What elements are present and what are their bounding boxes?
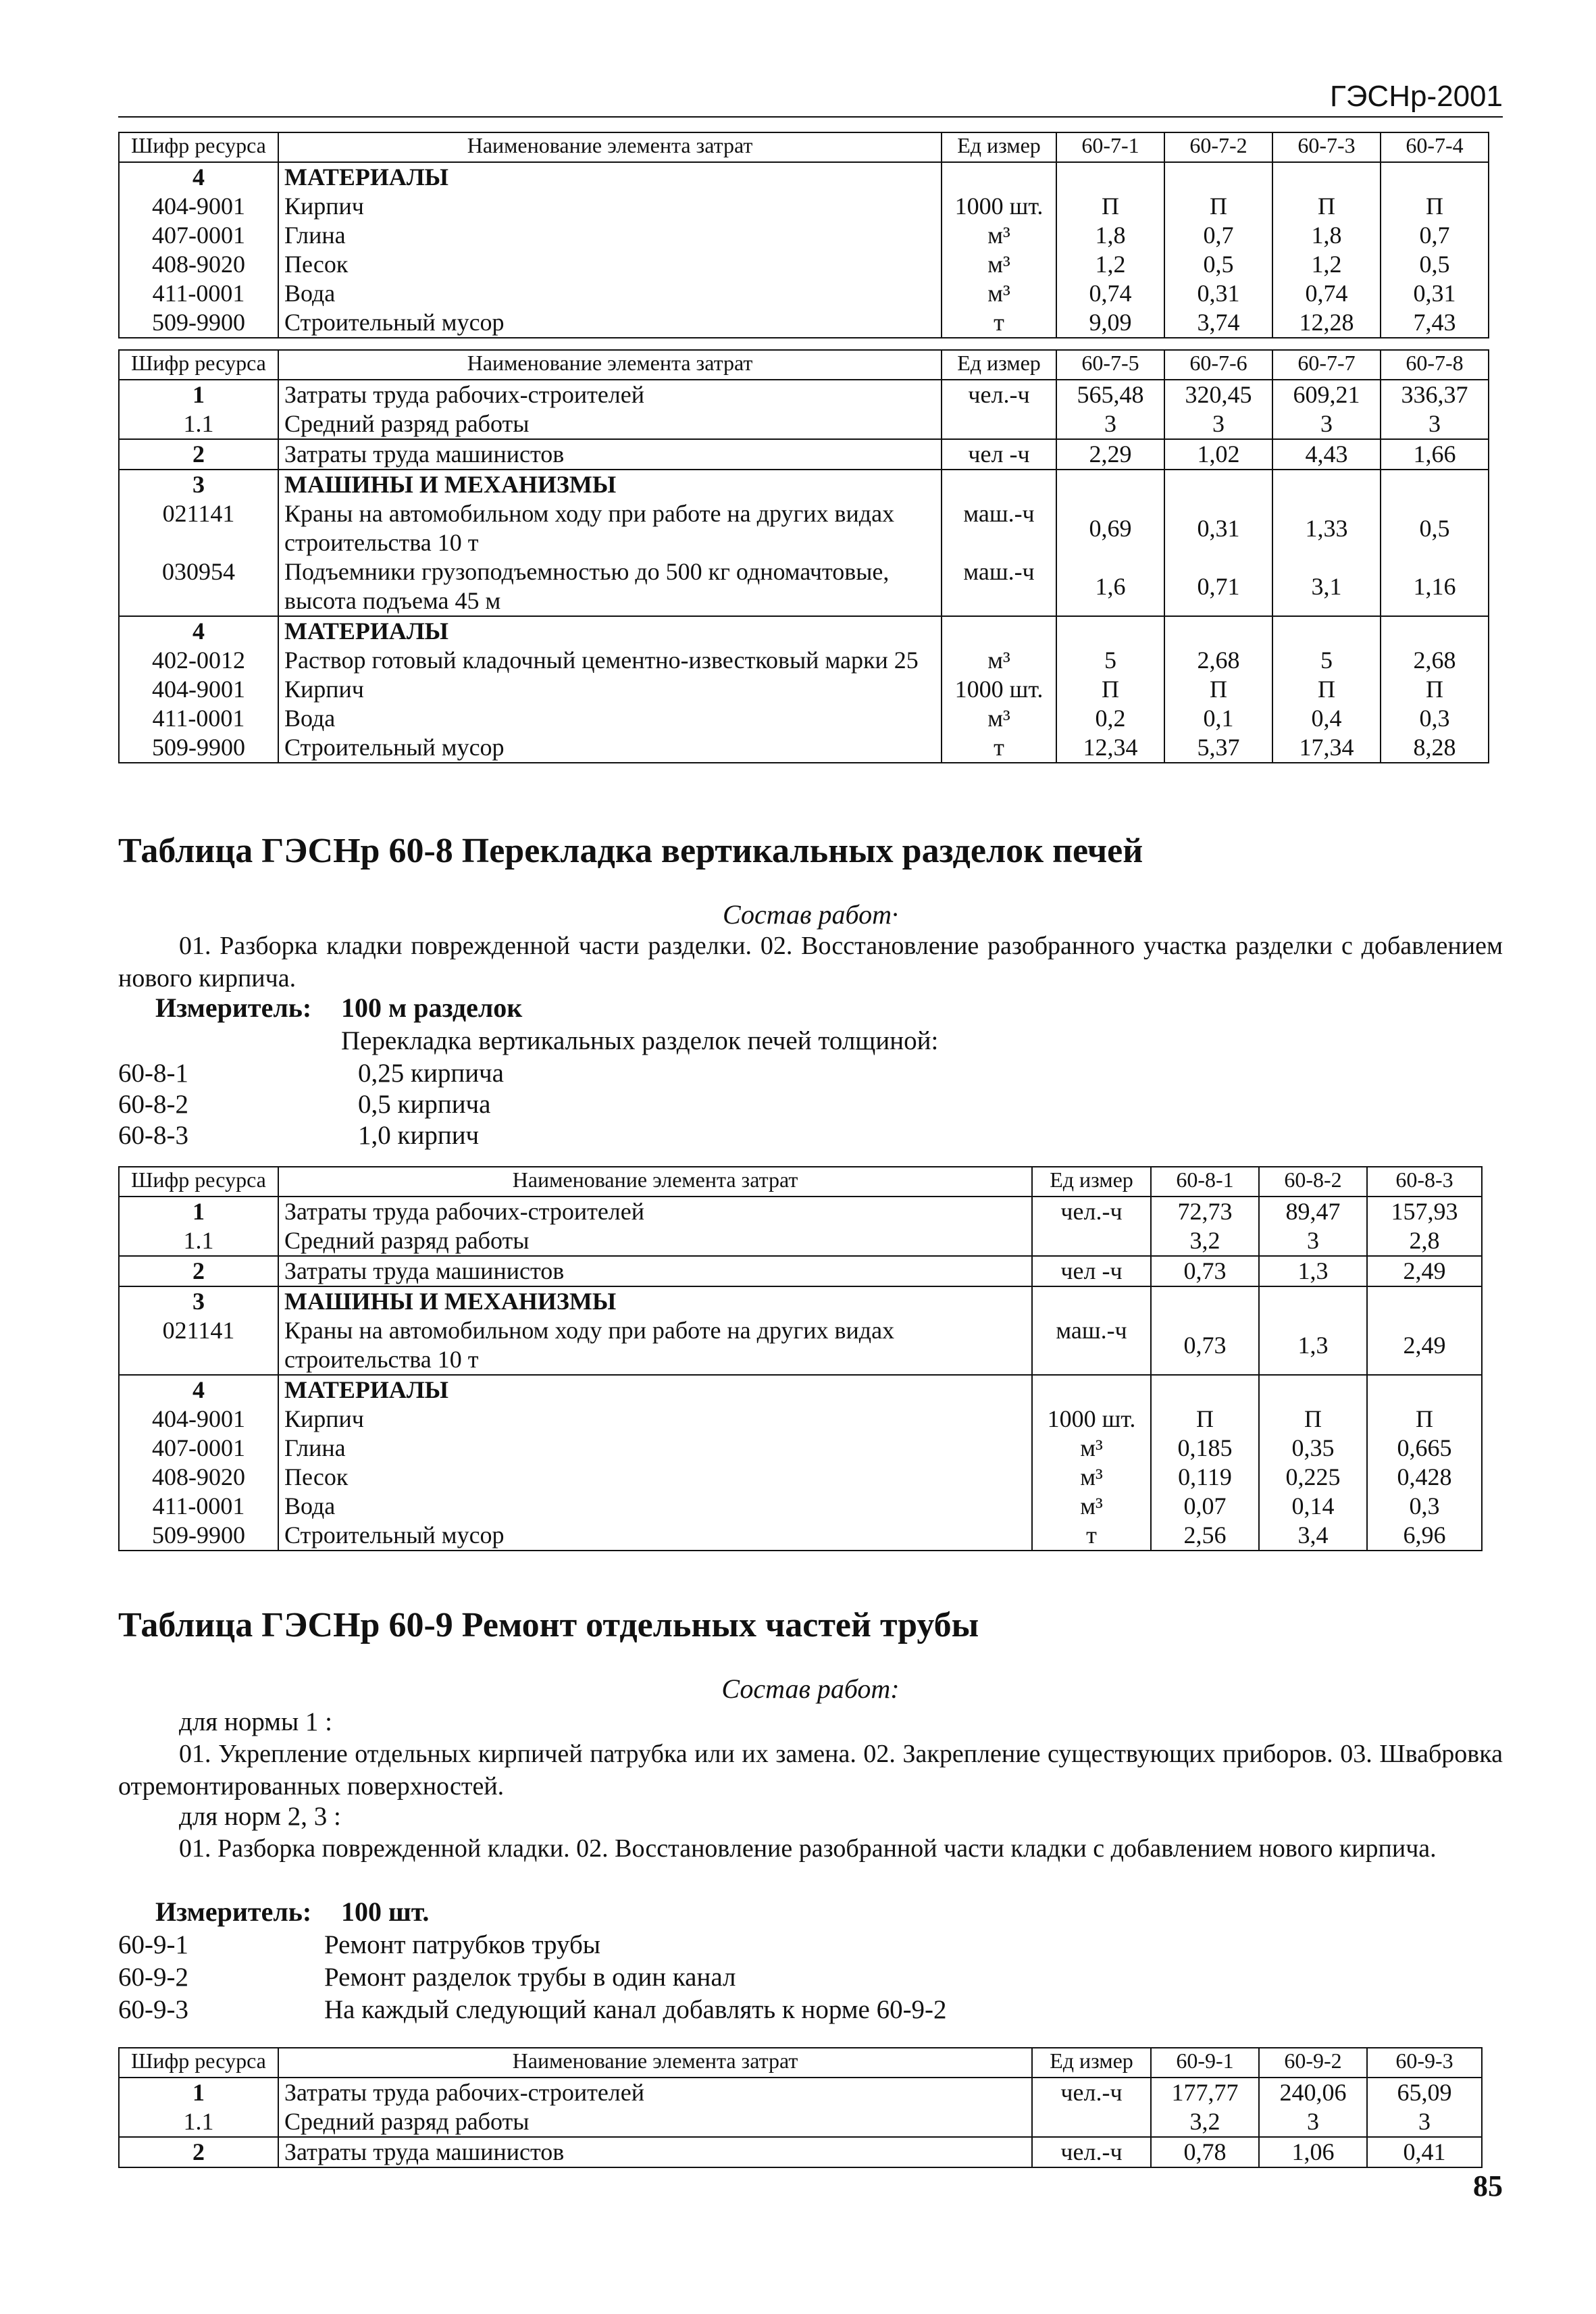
norm-value: П: [1056, 675, 1164, 704]
col-header-norm: 60-8-1: [1151, 1167, 1259, 1197]
table-row: [119, 279, 1489, 308]
norm-value: 6,96: [1367, 1521, 1482, 1551]
table-row: [119, 557, 1489, 616]
col-header-unit: Ед измер: [942, 132, 1056, 162]
norm-value: 0,3: [1381, 704, 1489, 733]
resource-code: 1.1: [119, 2107, 278, 2137]
norm-value: [1259, 1375, 1367, 1405]
resource-code: 1: [119, 1197, 278, 1226]
col-header-name: Наименование элемента затрат: [278, 1167, 1032, 1197]
unit: т: [1032, 1521, 1151, 1551]
table-row: [119, 1434, 1482, 1463]
norm-value: [1164, 616, 1272, 646]
unit: чел -ч: [942, 439, 1056, 470]
cost-element-name: Вода: [278, 279, 942, 308]
cost-element-name: Затраты труда машинистов: [278, 1256, 1032, 1286]
norm-value: 3,74: [1164, 308, 1272, 338]
unit: чел -ч: [1032, 1256, 1151, 1286]
norm-value: 0,73: [1151, 1316, 1259, 1375]
norm-value: 157,93: [1367, 1197, 1482, 1226]
norm-value: 8,28: [1381, 733, 1489, 763]
norm-subtitle: Перекладка вертикальных разделок печей толщиной:: [341, 1026, 939, 1055]
unit: т: [942, 733, 1056, 763]
table-row: [119, 1375, 1482, 1405]
norm-value: 2,49: [1367, 1316, 1482, 1375]
cost-element-name: МАТЕРИАЛЫ: [278, 616, 942, 646]
norm-value: 1,2: [1056, 250, 1164, 279]
resource-code: 411-0001: [119, 279, 278, 308]
norm-value: 5: [1056, 646, 1164, 675]
norm-value: 0,1: [1164, 704, 1272, 733]
unit: м³: [1032, 1434, 1151, 1463]
col-header-unit: Ед измер: [1032, 2048, 1151, 2078]
norm-value: 2,8: [1367, 1226, 1482, 1256]
table-row: [119, 1521, 1482, 1551]
table-row: [119, 1316, 1482, 1375]
norm23-label: для норм 2, 3 :: [179, 1802, 341, 1831]
norm-code: 60-9-3: [118, 1995, 188, 2024]
resource-code: 4: [119, 162, 278, 192]
resource-code: 509-9900: [119, 733, 278, 763]
header-rule: [118, 116, 1503, 118]
norm-value: 3: [1259, 1226, 1367, 1256]
resource-code: 407-0001: [119, 1434, 278, 1463]
norm-desc: Ремонт разделок трубы в один канал: [324, 1963, 736, 1992]
table-60-7-5-8: [118, 349, 1489, 763]
unit: 1000 шт.: [1032, 1405, 1151, 1434]
cost-element-name: МАТЕРИАЛЫ: [278, 1375, 1032, 1405]
norm-value: П: [1367, 1405, 1482, 1434]
norm-value: 1,2: [1272, 250, 1381, 279]
norm-code: 60-8-3: [118, 1121, 188, 1150]
unit: чел.-ч: [1032, 2078, 1151, 2107]
resource-code: 1: [119, 380, 278, 409]
norm-value: [1259, 1286, 1367, 1316]
norm-value: [1056, 470, 1164, 499]
resource-code: 407-0001: [119, 221, 278, 250]
norm-value: [1151, 1375, 1259, 1405]
norm-value: 9,09: [1056, 308, 1164, 338]
cost-element-name: Глина: [278, 221, 942, 250]
norm-value: 2,29: [1056, 439, 1164, 470]
norm-value: 3: [1367, 2107, 1482, 2137]
cost-element-name: Затраты труда рабочих-строителей: [278, 1197, 1032, 1226]
table-row: [119, 2078, 1482, 2107]
norm-value: 0,31: [1381, 279, 1489, 308]
norm-value: 1,16: [1381, 557, 1489, 616]
resource-code: 411-0001: [119, 704, 278, 733]
col-header-norm: 60-7-3: [1272, 132, 1381, 162]
cost-element-name: Строительный мусор: [278, 733, 942, 763]
norm-value: [1367, 1375, 1482, 1405]
resource-code: 021141: [119, 499, 278, 557]
norm-value: 1,8: [1056, 221, 1164, 250]
resource-code: 404-9001: [119, 1405, 278, 1434]
norm-value: 240,06: [1259, 2078, 1367, 2107]
norm-value: П: [1259, 1405, 1367, 1434]
norm-value: П: [1164, 675, 1272, 704]
norm-value: 4,43: [1272, 439, 1381, 470]
norm-value: 3,2: [1151, 1226, 1259, 1256]
section-title-60-9: Таблица ГЭСНр 60-9 Ремонт отдельных частей трубы: [118, 1606, 979, 1644]
norm-code: 60-8-2: [118, 1090, 188, 1119]
resource-code: 3: [119, 1286, 278, 1316]
table-row: [119, 439, 1489, 470]
norm1-description: 01. Укрепление отдельных кирпичей патрубка или их замена. 02. Закрепление существующих приборов. 03. Швабровка отремонтированных поверхностей.: [118, 1740, 1503, 1801]
norm-value: 5,37: [1164, 733, 1272, 763]
norm-value: П: [1151, 1405, 1259, 1434]
unit: м³: [942, 279, 1056, 308]
cost-element-name: Глина: [278, 1434, 1032, 1463]
resource-code: 2: [119, 2137, 278, 2167]
norm-value: 5: [1272, 646, 1381, 675]
norm-value: 0,3: [1367, 1492, 1482, 1521]
cost-element-name: МАШИНЫ И МЕХАНИЗМЫ: [278, 470, 942, 499]
col-header-code: Шифр ресурса: [119, 1167, 278, 1197]
table-row: [119, 470, 1489, 499]
resource-code: 030954: [119, 557, 278, 616]
norm-value: П: [1272, 675, 1381, 704]
work-description: 01. Разборка кладки поврежденной части разделки. 02. Восстановление разобранного участка разделки с добавлением нового кирпича.: [118, 932, 1503, 992]
col-header-norm: 60-7-8: [1381, 350, 1489, 380]
norm-value: 0,7: [1381, 221, 1489, 250]
norm-value: 2,68: [1381, 646, 1489, 675]
table-row: [119, 1405, 1482, 1434]
unit: м³: [942, 221, 1056, 250]
unit: маш.-ч: [942, 499, 1056, 557]
col-header-norm: 60-7-5: [1056, 350, 1164, 380]
table-row: [119, 192, 1489, 221]
unit: [1032, 1226, 1151, 1256]
norm-value: 0,07: [1151, 1492, 1259, 1521]
norm-value: 0,2: [1056, 704, 1164, 733]
table-row: [119, 308, 1489, 338]
norm-value: 0,5: [1381, 499, 1489, 557]
norm-value: [1381, 162, 1489, 192]
table-row: [119, 2137, 1482, 2167]
cost-element-name: МАШИНЫ И МЕХАНИЗМЫ: [278, 1286, 1032, 1316]
cost-element-name: Краны на автомобильном ходу при работе на других видах строительства 10 т: [278, 499, 942, 557]
table-row: [119, 616, 1489, 646]
norm-value: П: [1381, 675, 1489, 704]
norm-value: 3: [1056, 409, 1164, 439]
resource-code: 3: [119, 470, 278, 499]
norm-value: 1,06: [1259, 2137, 1367, 2167]
norm-value: 0,73: [1151, 1256, 1259, 1286]
norm-value: 3: [1259, 2107, 1367, 2137]
norm-value: 2,49: [1367, 1256, 1482, 1286]
norm-value: [1164, 470, 1272, 499]
norm-value: [1056, 162, 1164, 192]
norm-value: 0,14: [1259, 1492, 1367, 1521]
norm-value: 0,4: [1272, 704, 1381, 733]
norm-value: 0,5: [1164, 250, 1272, 279]
unit: [1032, 2107, 1151, 2137]
norm-value: [1272, 470, 1381, 499]
unit: т: [942, 308, 1056, 338]
resource-code: 1: [119, 2078, 278, 2107]
cost-element-name: Краны на автомобильном ходу при работе на других видах строительства 10 т: [278, 1316, 1032, 1375]
norm-value: 0,41: [1367, 2137, 1482, 2167]
norm-value: 3,4: [1259, 1521, 1367, 1551]
resource-code: 408-9020: [119, 1463, 278, 1492]
norm-value: 7,43: [1381, 308, 1489, 338]
norm1-label: для нормы 1 :: [179, 1707, 332, 1736]
norm-value: 336,37: [1381, 380, 1489, 409]
unit: чел.-ч: [1032, 1197, 1151, 1226]
unit: 1000 шт.: [942, 192, 1056, 221]
unit: м³: [1032, 1463, 1151, 1492]
norm-value: [1272, 616, 1381, 646]
norm-code: 60-9-2: [118, 1963, 188, 1992]
norm-value: [1381, 470, 1489, 499]
table-row: [119, 409, 1489, 439]
norm-value: 0,119: [1151, 1463, 1259, 1492]
unit: 1000 шт.: [942, 675, 1056, 704]
norm-value: 1,8: [1272, 221, 1381, 250]
norm-value: 0,74: [1056, 279, 1164, 308]
cost-element-name: Кирпич: [278, 1405, 1032, 1434]
cost-element-name: Песок: [278, 250, 942, 279]
unit: [942, 616, 1056, 646]
norm-value: [1151, 1286, 1259, 1316]
norm-desc: 0,25 кирпича: [358, 1059, 504, 1088]
norm-value: 1,3: [1259, 1316, 1367, 1375]
col-header-norm: 60-7-4: [1381, 132, 1489, 162]
col-header-norm: 60-9-1: [1151, 2048, 1259, 2078]
norm-value: 65,09: [1367, 2078, 1482, 2107]
unit: м³: [942, 704, 1056, 733]
col-header-code: Шифр ресурса: [119, 2048, 278, 2078]
norm-value: 12,34: [1056, 733, 1164, 763]
unit: [942, 162, 1056, 192]
norm-value: 0,31: [1164, 499, 1272, 557]
table-row: [119, 1197, 1482, 1226]
cost-element-name: Строительный мусор: [278, 308, 942, 338]
resource-code: 509-9900: [119, 308, 278, 338]
unit: м³: [942, 250, 1056, 279]
resource-code: 509-9900: [119, 1521, 278, 1551]
norm-value: [1056, 616, 1164, 646]
cost-element-name: Вода: [278, 704, 942, 733]
norm-value: 3,2: [1151, 2107, 1259, 2137]
resource-code: 2: [119, 1256, 278, 1286]
table-row: [119, 1226, 1482, 1256]
table-row: [119, 704, 1489, 733]
norm-value: 0,74: [1272, 279, 1381, 308]
col-header-norm: 60-7-1: [1056, 132, 1164, 162]
norm-value: П: [1272, 192, 1381, 221]
norm-value: 17,34: [1272, 733, 1381, 763]
norm-code: 60-8-1: [118, 1059, 188, 1088]
cost-element-name: Вода: [278, 1492, 1032, 1521]
table-row: [119, 162, 1489, 192]
norm-value: 609,21: [1272, 380, 1381, 409]
cost-element-name: Песок: [278, 1463, 1032, 1492]
col-header-unit: Ед измер: [1032, 1167, 1151, 1197]
norm-value: 0,35: [1259, 1434, 1367, 1463]
table-60-9: [118, 2047, 1483, 2168]
unit: чел.-ч: [942, 380, 1056, 409]
norm-desc: На каждый следующий канал добавлять к норме 60-9-2: [324, 1995, 947, 2024]
cost-element-name: Затраты труда рабочих-строителей: [278, 2078, 1032, 2107]
norm-value: 0,7: [1164, 221, 1272, 250]
unit: чел.-ч: [1032, 2137, 1151, 2167]
table-row: [119, 1492, 1482, 1521]
norm-value: [1367, 1286, 1482, 1316]
norm-value: 72,73: [1151, 1197, 1259, 1226]
table-row: [119, 733, 1489, 763]
norm-value: 1,66: [1381, 439, 1489, 470]
norm-value: 2,68: [1164, 646, 1272, 675]
col-header-name: Наименование элемента затрат: [278, 132, 942, 162]
col-header-norm: 60-7-6: [1164, 350, 1272, 380]
cost-element-name: Затраты труда машинистов: [278, 2137, 1032, 2167]
norm-value: 89,47: [1259, 1197, 1367, 1226]
norm-desc: 0,5 кирпича: [358, 1090, 491, 1119]
col-header-norm: 60-8-2: [1259, 1167, 1367, 1197]
measure-label: Измеритель:: [155, 1896, 312, 1927]
norm-value: 3: [1164, 409, 1272, 439]
table-row: [119, 499, 1489, 557]
table-row: [119, 1256, 1482, 1286]
resource-code: 408-9020: [119, 250, 278, 279]
resource-code: 4: [119, 1375, 278, 1405]
cost-element-name: Раствор готовый кладочный цементно-известковый марки 25: [278, 646, 942, 675]
norm-value: 320,45: [1164, 380, 1272, 409]
document-code: ГЭСНр-2001: [1329, 80, 1503, 113]
norm-value: 0,69: [1056, 499, 1164, 557]
table-row: [119, 1463, 1482, 1492]
table-row: [119, 250, 1489, 279]
col-header-name: Наименование элемента затрат: [278, 350, 942, 380]
unit: м³: [1032, 1492, 1151, 1521]
page-number: 85: [1473, 2169, 1503, 2203]
norm-value: 0,665: [1367, 1434, 1482, 1463]
col-header-unit: Ед измер: [942, 350, 1056, 380]
cost-element-name: Кирпич: [278, 192, 942, 221]
norm-value: 177,77: [1151, 2078, 1259, 2107]
table-row: [119, 221, 1489, 250]
unit: [942, 470, 1056, 499]
table-row: [119, 380, 1489, 409]
cost-element-name: Средний разряд работы: [278, 409, 942, 439]
measure-value: 100 м разделок: [341, 992, 523, 1023]
norm-value: П: [1164, 192, 1272, 221]
resource-code: 1.1: [119, 1226, 278, 1256]
measure-label: Измеритель:: [155, 992, 312, 1023]
cost-element-name: Строительный мусор: [278, 1521, 1032, 1551]
norm-value: 0,31: [1164, 279, 1272, 308]
cost-element-name: Средний разряд работы: [278, 2107, 1032, 2137]
resource-code: 021141: [119, 1316, 278, 1375]
norm-value: 0,71: [1164, 557, 1272, 616]
section-title-60-8: Таблица ГЭСНр 60-8 Перекладка вертикальных разделок печей: [118, 832, 1143, 870]
norm-desc: 1,0 кирпич: [358, 1121, 480, 1150]
resource-code: 2: [119, 439, 278, 470]
measure-value: 100 шт.: [341, 1896, 430, 1927]
col-header-norm: 60-8-3: [1367, 1167, 1482, 1197]
unit: [1032, 1286, 1151, 1316]
cost-element-name: Затраты труда рабочих-строителей: [278, 380, 942, 409]
unit: маш.-ч: [1032, 1316, 1151, 1375]
norm-value: 3: [1272, 409, 1381, 439]
norm-value: П: [1056, 192, 1164, 221]
norm-value: 0,428: [1367, 1463, 1482, 1492]
cost-element-name: Средний разряд работы: [278, 1226, 1032, 1256]
norm-value: 3,1: [1272, 557, 1381, 616]
norm-value: 0,225: [1259, 1463, 1367, 1492]
norm23-description: 01. Разборка поврежденной кладки. 02. Восстановление разобранной части кладки с добавлением нового кирпича.: [179, 1834, 1437, 1863]
norm-value: 1,6: [1056, 557, 1164, 616]
cost-element-name: МАТЕРИАЛЫ: [278, 162, 942, 192]
norm-value: [1272, 162, 1381, 192]
norm-value: 12,28: [1272, 308, 1381, 338]
cost-element-name: Затраты труда машинистов: [278, 439, 942, 470]
sostav-heading: Состав работ·: [723, 899, 898, 930]
col-header-norm: 60-9-2: [1259, 2048, 1367, 2078]
table-row: [119, 646, 1489, 675]
norm-code: 60-9-1: [118, 1930, 188, 1959]
col-header-norm: 60-9-3: [1367, 2048, 1482, 2078]
norm-value: 565,48: [1056, 380, 1164, 409]
norm-value: П: [1381, 192, 1489, 221]
unit: [1032, 1375, 1151, 1405]
norm-value: 1,3: [1259, 1256, 1367, 1286]
col-header-norm: 60-7-7: [1272, 350, 1381, 380]
norm-value: 2,56: [1151, 1521, 1259, 1551]
norm-value: [1164, 162, 1272, 192]
norm-value: 0,5: [1381, 250, 1489, 279]
norm-value: 0,78: [1151, 2137, 1259, 2167]
table-row: [119, 675, 1489, 704]
norm-value: [1381, 616, 1489, 646]
cost-element-name: Подъемники грузоподъемностью до 500 кг одномачтовые, высота подъема 45 м: [278, 557, 942, 616]
col-header-code: Шифр ресурса: [119, 350, 278, 380]
col-header-code: Шифр ресурса: [119, 132, 278, 162]
resource-code: 4: [119, 616, 278, 646]
col-header-norm: 60-7-2: [1164, 132, 1272, 162]
resource-code: 411-0001: [119, 1492, 278, 1521]
resource-code: 402-0012: [119, 646, 278, 675]
table-60-8: [118, 1166, 1483, 1551]
unit: м³: [942, 646, 1056, 675]
resource-code: 404-9001: [119, 675, 278, 704]
norm-value: 0,185: [1151, 1434, 1259, 1463]
table-60-7-1-4: [118, 132, 1489, 338]
table-row: [119, 1286, 1482, 1316]
cost-element-name: Кирпич: [278, 675, 942, 704]
norm-desc: Ремонт патрубков трубы: [324, 1930, 601, 1959]
unit: [942, 409, 1056, 439]
norm-value: 3: [1381, 409, 1489, 439]
resource-code: 1.1: [119, 409, 278, 439]
table-row: [119, 2107, 1482, 2137]
resource-code: 404-9001: [119, 192, 278, 221]
unit: маш.-ч: [942, 557, 1056, 616]
norm-value: 1,33: [1272, 499, 1381, 557]
norm-value: 1,02: [1164, 439, 1272, 470]
col-header-name: Наименование элемента затрат: [278, 2048, 1032, 2078]
sostav-heading: Состав работ:: [721, 1674, 900, 1704]
